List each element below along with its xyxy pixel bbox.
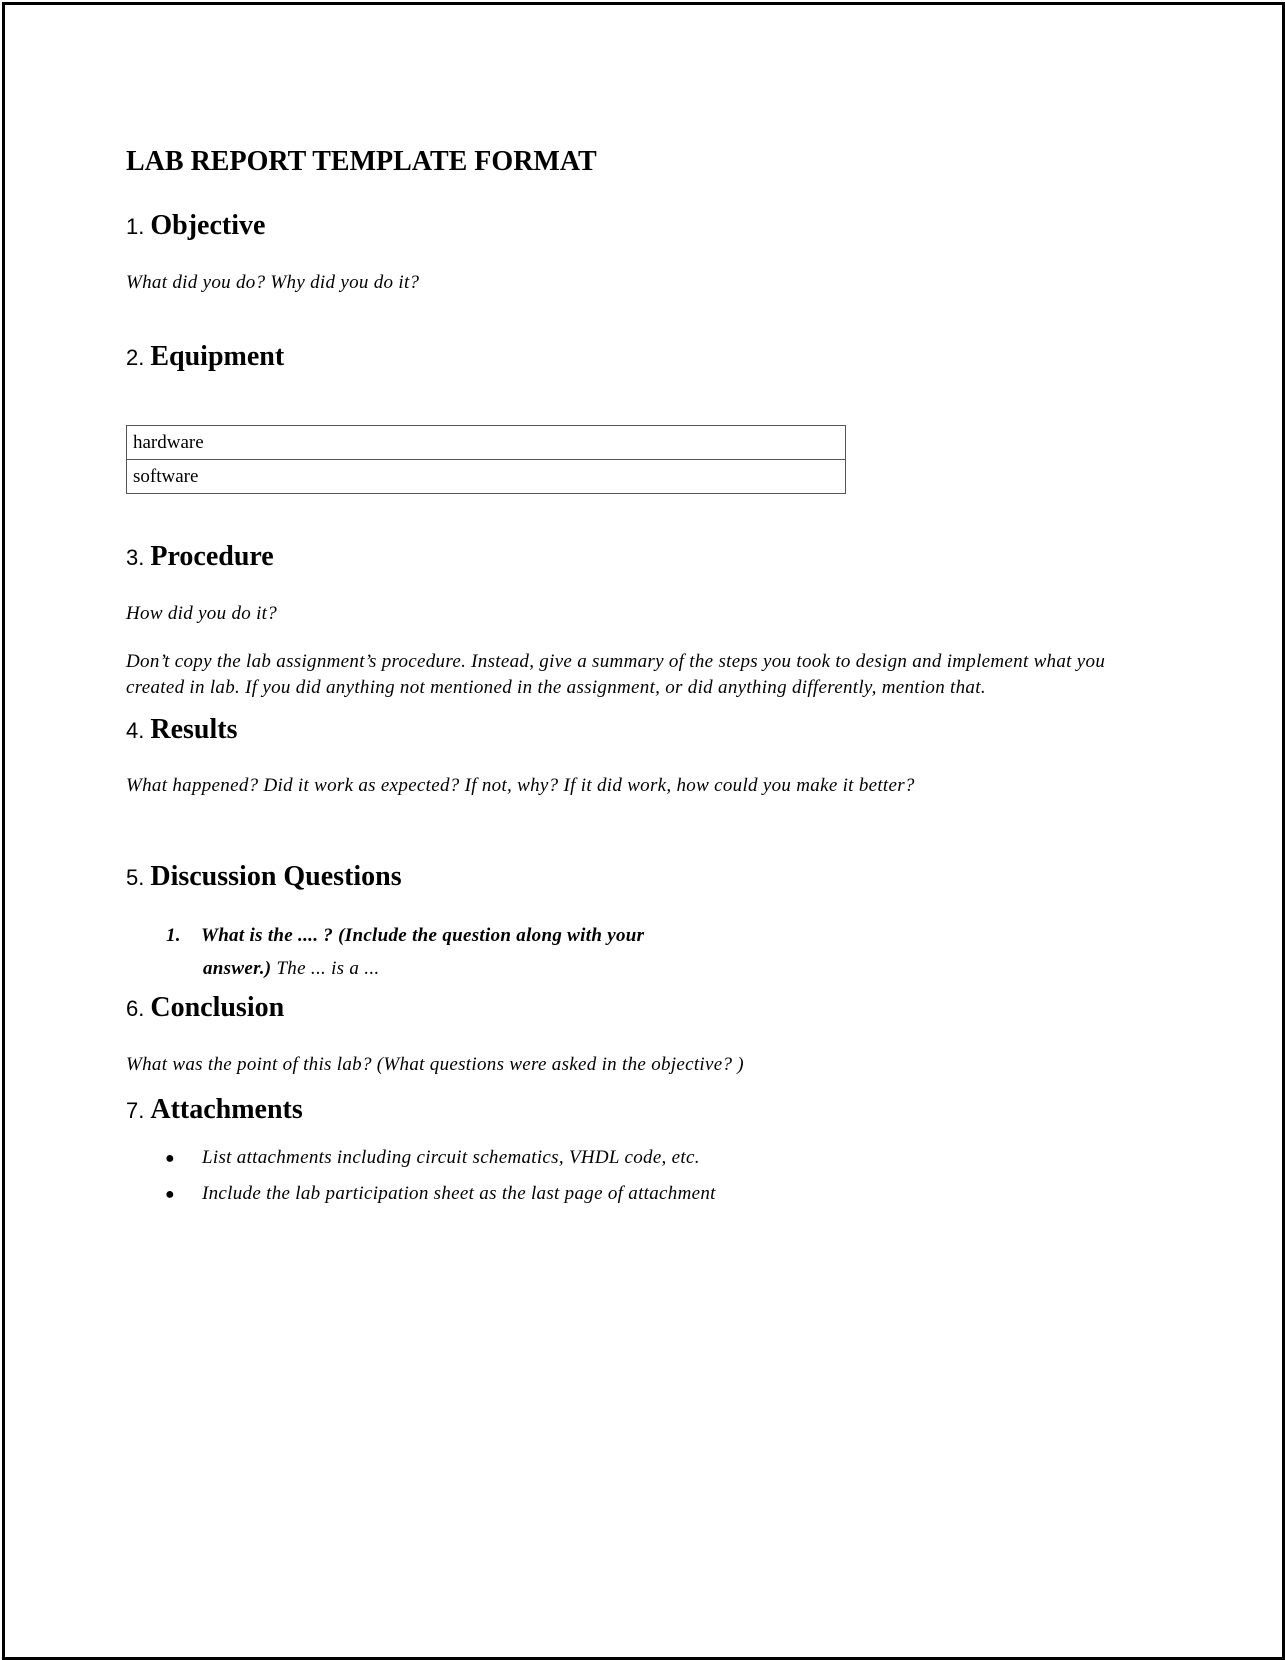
section-title: Results	[150, 714, 238, 745]
section-heading-discussion	[126, 860, 402, 894]
equipment-table	[126, 425, 846, 494]
section-title: Attachments	[150, 1094, 303, 1125]
section-number: 4.	[126, 718, 145, 743]
discussion-question-text: What is the .... ? (Include the question along with your	[201, 925, 645, 946]
section-number: 6.	[126, 996, 145, 1021]
discussion-answer-text: The ... is a ...	[271, 958, 380, 979]
conclusion-prompt: What was the point of this lab? (What questions were asked in the objective? )	[126, 1054, 744, 1075]
table-row	[127, 426, 846, 460]
section-heading-attachments	[126, 1093, 303, 1127]
section-heading-equipment	[126, 340, 284, 374]
table-cell-software: software	[127, 460, 846, 494]
list-item	[165, 1145, 716, 1181]
attachments-list	[165, 1145, 716, 1217]
section-heading-conclusion	[126, 991, 284, 1025]
table-row	[127, 460, 846, 494]
bullet-icon: ●	[165, 1186, 175, 1203]
section-number: 2.	[126, 345, 145, 370]
section-number: 1.	[126, 214, 145, 239]
section-title: Conclusion	[150, 992, 285, 1023]
discussion-item-number: 1.	[166, 925, 181, 946]
section-number: 7.	[126, 1098, 145, 1123]
attachment-item-text: List attachments including circuit schematics, VHDL code, etc.	[202, 1147, 700, 1168]
discussion-question-item	[166, 919, 726, 985]
section-heading-results	[126, 713, 237, 747]
section-title: Discussion Questions	[150, 861, 402, 892]
document-page	[2, 2, 1285, 1660]
objective-prompt: What did you do? Why did you do it?	[126, 272, 420, 293]
section-heading-objective	[126, 209, 265, 243]
discussion-question-text-cont: answer.)	[203, 958, 272, 979]
document-title: LAB REPORT TEMPLATE FORMAT	[126, 146, 597, 177]
section-title: Equipment	[150, 341, 285, 372]
section-title: Procedure	[150, 541, 274, 572]
section-title: Objective	[150, 210, 266, 241]
table-cell-hardware: hardware	[127, 426, 846, 460]
list-item	[165, 1181, 716, 1217]
attachment-item-text: Include the lab participation sheet as the last page of attachment	[202, 1183, 716, 1204]
section-heading-procedure	[126, 540, 274, 574]
discussion-question-line	[166, 919, 726, 952]
procedure-prompt: How did you do it?	[126, 603, 278, 624]
discussion-question-line	[166, 952, 726, 985]
bullet-icon: ●	[165, 1150, 175, 1167]
section-number: 3.	[126, 545, 145, 570]
section-number: 5.	[126, 865, 145, 890]
results-prompt: What happened? Did it work as expected? If not, why? If it did work, how could you make it better?	[126, 775, 915, 796]
procedure-instruction: Don’t copy the lab assignment’s procedure. Instead, give a summary of the steps you took to design and implement what you created in lab. If you did anything not mentioned in the assignment, or did anything differently, mention that.	[126, 651, 1106, 698]
